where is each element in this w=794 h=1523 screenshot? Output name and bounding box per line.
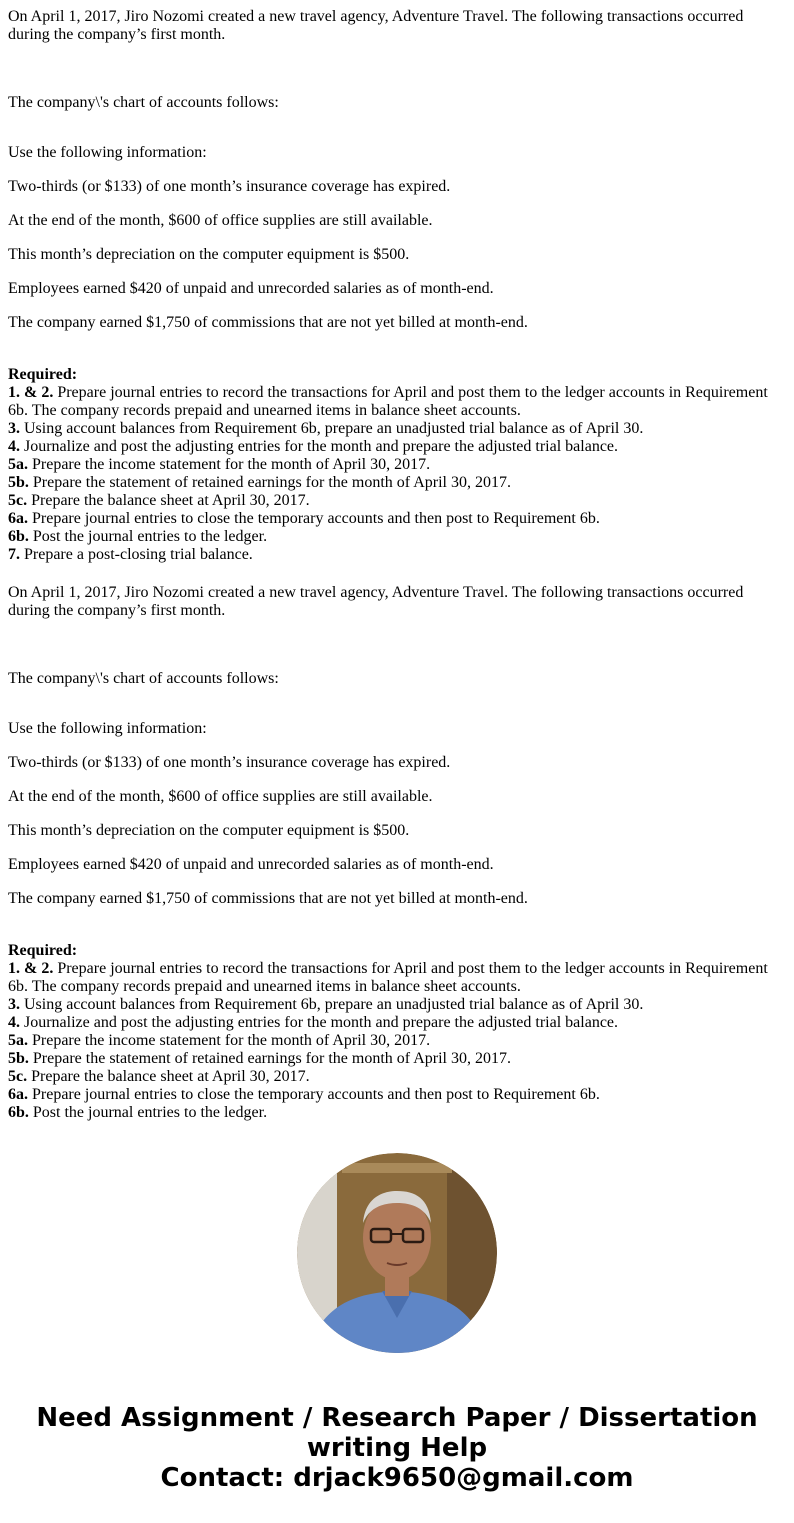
- document-body: [8, 8, 778, 580]
- required-heading: Required:: [8, 942, 78, 959]
- requirement-label: 4.: [8, 438, 20, 455]
- info-item: At the end of the month, $600 of office supplies are still available.: [8, 212, 433, 229]
- avatar-photo: [297, 1153, 497, 1353]
- requirement-text: Using account balances from Requirement 6b, prepare an unadjusted trial balance as of April 30.: [20, 420, 644, 437]
- requirement-item: [8, 528, 778, 546]
- requirement-item: [8, 474, 778, 492]
- requirement-label: 6b.: [8, 528, 29, 545]
- info-item: Employees earned $420 of unpaid and unrecorded salaries as of month-end.: [8, 280, 494, 297]
- spacer: [8, 60, 778, 94]
- spacer: [8, 128, 778, 144]
- requirement-item: [8, 456, 778, 474]
- requirement-text: Prepare a post-closing trial balance.: [20, 546, 253, 563]
- requirement-text: Prepare the income statement for the month of April 30, 2017.: [28, 456, 431, 473]
- info-item: At the end of the month, $600 of office supplies are still available.: [8, 788, 433, 805]
- requirement-item: [8, 996, 778, 1014]
- info-item: Two-thirds (or $133) of one month’s insurance coverage has expired.: [8, 754, 451, 771]
- requirement-label: 1. & 2.: [8, 384, 54, 401]
- requirement-label: 5b.: [8, 1050, 29, 1067]
- banner-line: writing Help: [306, 1433, 488, 1463]
- contact-banner: [0, 1403, 794, 1493]
- spacer: [8, 348, 778, 366]
- requirements-list: [8, 942, 778, 1122]
- requirement-text: Prepare journal entries to record the transactions for April and post them to the ledger accounts in Requirement 6b. The company records prepaid and unearned items in balance sheet accounts.: [8, 960, 768, 995]
- intro-paragraph: On April 1, 2017, Jiro Nozomi created a new travel agency, Adventure Travel. The following transactions occurred during the company’s first month.: [8, 8, 744, 43]
- requirement-text: Prepare the statement of retained earnings for the month of April 30, 2017.: [28, 1050, 511, 1067]
- requirement-text: Prepare the balance sheet at April 30, 2017.: [27, 1068, 310, 1085]
- requirement-text: Journalize and post the adjusting entries for the month and prepare the adjusted trial balance.: [20, 1014, 619, 1031]
- requirement-item: [8, 1104, 778, 1122]
- requirement-item: [8, 420, 778, 438]
- info-item: This month’s depreciation on the computer equipment is $500.: [8, 822, 410, 839]
- info-item: Two-thirds (or $133) of one month’s insurance coverage has expired.: [8, 178, 451, 195]
- requirement-text: Post the journal entries to the ledger.: [28, 528, 268, 545]
- requirement-item: [8, 438, 778, 456]
- requirement-label: 5a.: [8, 1032, 28, 1049]
- requirement-label: 5c.: [8, 1068, 28, 1085]
- requirement-label: 6b.: [8, 1104, 29, 1121]
- avatar: [297, 1153, 497, 1353]
- info-item: Employees earned $420 of unpaid and unrecorded salaries as of month-end.: [8, 856, 494, 873]
- requirement-text: Prepare journal entries to close the temporary accounts and then post to Requirement 6b.: [28, 1086, 600, 1103]
- avatar-wall-trim: [342, 1163, 452, 1173]
- requirement-text: Prepare journal entries to record the transactions for April and post them to the ledger accounts in Requirement 6b. The company records prepaid and unearned items in balance sheet accounts.: [8, 384, 768, 419]
- requirement-item: [8, 384, 778, 420]
- requirement-item: [8, 546, 778, 564]
- requirement-text: Using account balances from Requirement 6b, prepare an unadjusted trial balance as of April 30.: [20, 996, 644, 1013]
- requirement-item: [8, 510, 778, 528]
- banner-line: Need Assignment / Research Paper / Dissertation: [36, 1403, 758, 1433]
- chart-of-accounts-line: The company\'s chart of accounts follows:: [8, 94, 279, 111]
- chart-of-accounts-line: The company\'s chart of accounts follows:: [8, 670, 279, 687]
- use-info-line: Use the following information:: [8, 720, 207, 737]
- requirements-list: [8, 366, 778, 564]
- spacer: [8, 924, 778, 942]
- requirement-text: Prepare the balance sheet at April 30, 2017.: [27, 492, 310, 509]
- requirement-item: [8, 1032, 778, 1050]
- repeated-question-excerpt: [8, 584, 778, 1122]
- requirement-label: 7.: [8, 546, 20, 563]
- use-info-line: Use the following information:: [8, 144, 207, 161]
- requirement-label: 5c.: [8, 492, 28, 509]
- requirement-item: [8, 492, 778, 510]
- requirement-item: [8, 1068, 778, 1086]
- requirement-text: Prepare journal entries to close the temporary accounts and then post to Requirement 6b.: [28, 510, 600, 527]
- requirement-text: Post the journal entries to the ledger.: [28, 1104, 268, 1121]
- requirement-text: Prepare the statement of retained earnings for the month of April 30, 2017.: [28, 474, 511, 491]
- requirement-label: 3.: [8, 420, 20, 437]
- requirement-label: 4.: [8, 1014, 20, 1031]
- info-item: The company earned $1,750 of commissions that are not yet billed at month-end.: [8, 890, 528, 907]
- contact-email[interactable]: Contact: drjack9650@gmail.com: [160, 1463, 634, 1493]
- intro-paragraph: On April 1, 2017, Jiro Nozomi created a new travel agency, Adventure Travel. The following transactions occurred during the company’s first month.: [8, 584, 744, 619]
- info-item: The company earned $1,750 of commissions that are not yet billed at month-end.: [8, 314, 528, 331]
- requirement-label: 5a.: [8, 456, 28, 473]
- required-heading: Required:: [8, 366, 78, 383]
- requirement-label: 1. & 2.: [8, 960, 54, 977]
- requirement-label: 3.: [8, 996, 20, 1013]
- requirement-label: 6a.: [8, 510, 28, 527]
- info-item: This month’s depreciation on the computer equipment is $500.: [8, 246, 410, 263]
- requirement-label: 5b.: [8, 474, 29, 491]
- requirement-item: [8, 1050, 778, 1068]
- spacer: [8, 704, 778, 720]
- requirement-text: Journalize and post the adjusting entries for the month and prepare the adjusted trial balance.: [20, 438, 619, 455]
- requirement-text: Prepare the income statement for the month of April 30, 2017.: [28, 1032, 431, 1049]
- requirement-item: [8, 1014, 778, 1032]
- spacer: [8, 636, 778, 670]
- requirement-item: [8, 1086, 778, 1104]
- requirement-item: [8, 960, 778, 996]
- requirement-label: 6a.: [8, 1086, 28, 1103]
